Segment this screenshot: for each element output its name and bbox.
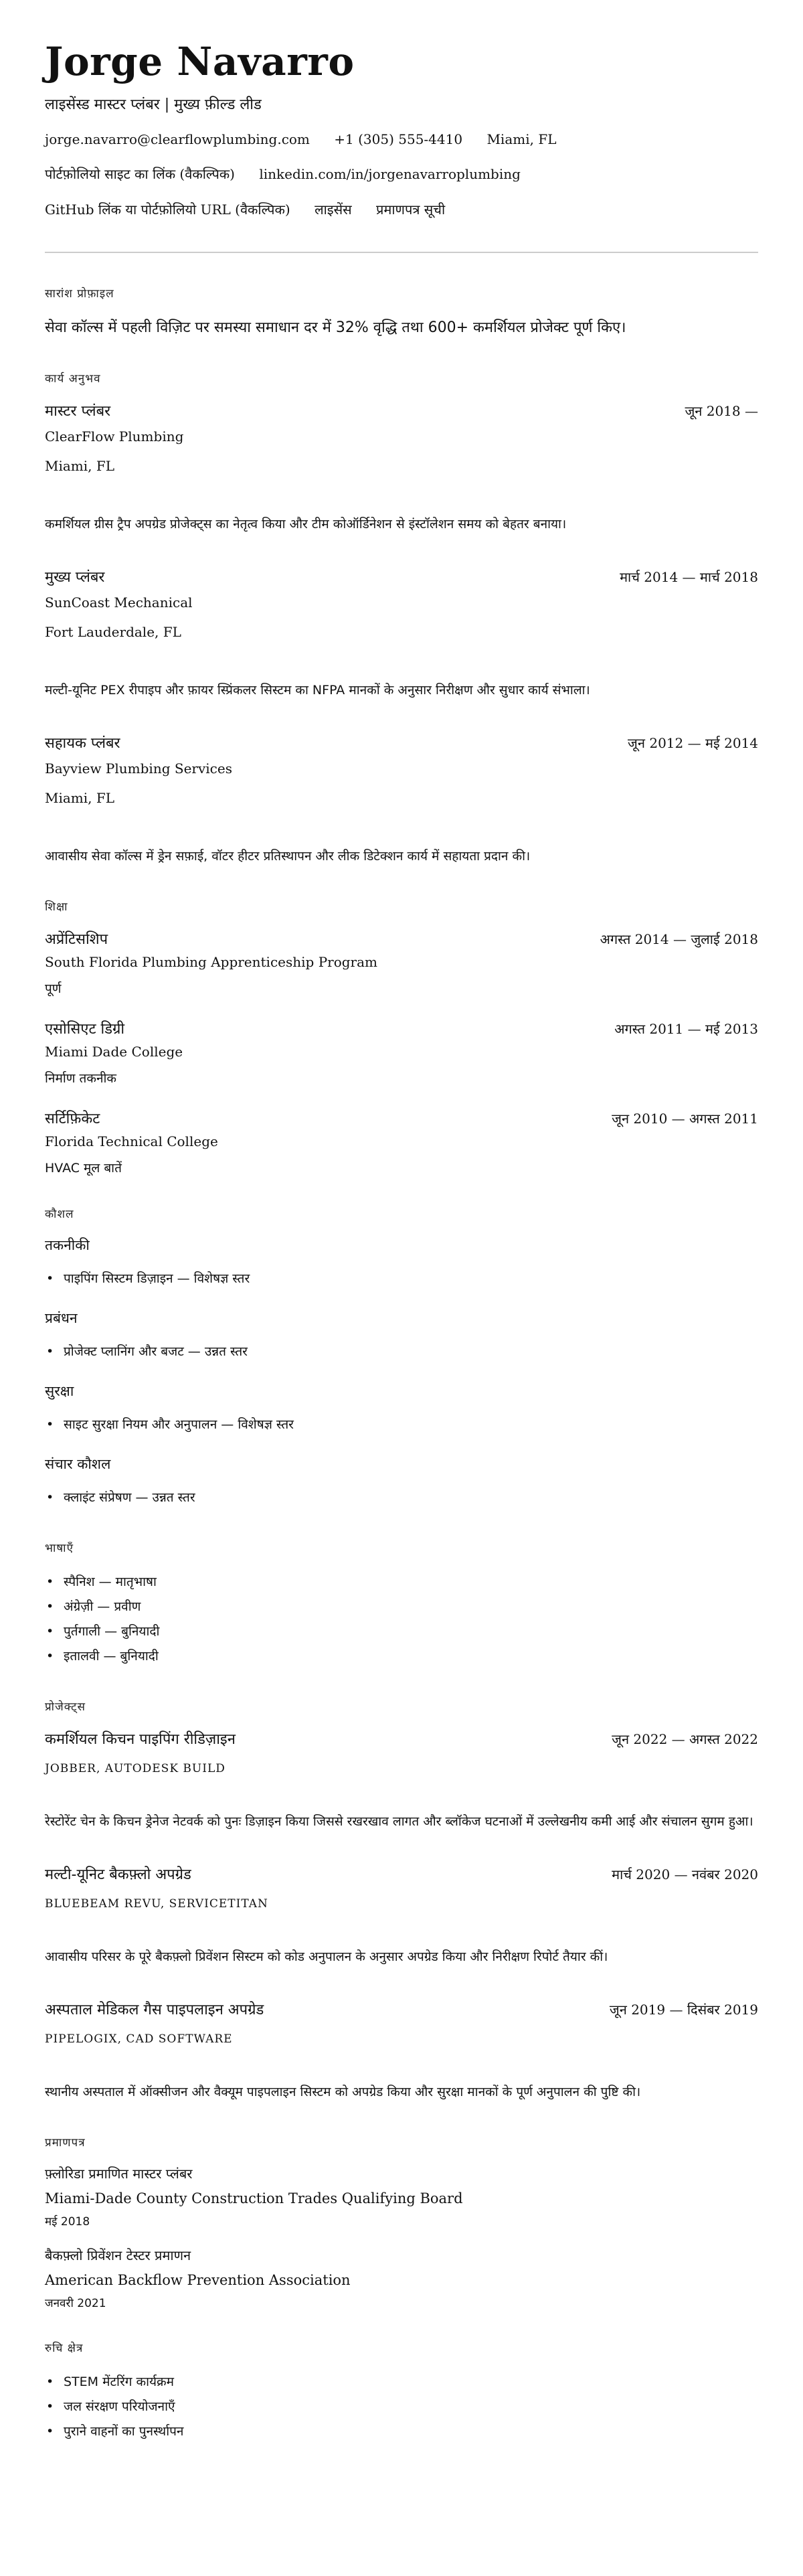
section-title-experience: कार्य अनुभव (45, 372, 101, 386)
location-text: Miami, FL (486, 131, 557, 147)
project-name: कमर्शियल किचन पाइपिंग रीडिज़ाइन (45, 1731, 236, 1748)
education-section (45, 898, 758, 1176)
certification-item (45, 2164, 758, 2229)
company-name: ClearFlow Plumbing (45, 428, 184, 445)
job-dates: जून 2018 — (685, 403, 758, 419)
projects-section (45, 1698, 758, 2105)
experience-item (45, 732, 758, 869)
education-detail: पूर्ण (45, 981, 62, 996)
project-tech: BLUEBEAM REVU, SERVICETITAN (45, 1897, 268, 1911)
project-description: रेस्टोरेंट चेन के किचन ड्रेनेज नेटवर्क को पुनः डिज़ाइन किया जिससे रखरखाव लागत और ब्लॉकेज घटनाओं में उल्लेखनीय कमी आई और संचालन सुगम हुआ। (45, 1814, 753, 1829)
degree-title: एसोसिएट डिग्री (45, 1021, 125, 1038)
certification-name: फ़्लोरिडा प्रमाणित मास्टर प्लंबर (45, 2166, 193, 2182)
job-dates: मार्च 2014 — मार्च 2018 (620, 569, 758, 585)
project-dates: जून 2019 — दिसंबर 2019 (609, 2002, 758, 2018)
contact-row-links (45, 165, 758, 183)
experience-section (45, 370, 758, 869)
email-link[interactable]: jorge.navarro@clearflowplumbing.com (45, 131, 310, 147)
skills-section (45, 1206, 758, 1510)
certification-item (45, 2246, 758, 2310)
certificate-list-link[interactable]: प्रमाणपत्र सूची (376, 202, 446, 218)
github-link[interactable]: GitHub लिंक या पोर्टफ़ोलियो URL (वैकल्पिक) (45, 202, 290, 218)
section-title-education: शिक्षा (45, 900, 68, 914)
education-item (45, 1108, 758, 1176)
degree-title: अप्रेंटिसशिप (45, 931, 108, 948)
project-tech: PIPELOGIX, CAD SOFTWARE (45, 2032, 233, 2046)
project-item (45, 1999, 758, 2105)
section-title-skills: कौशल (45, 1208, 74, 1221)
certifications-section (45, 2134, 758, 2310)
project-tech: JOBBER, AUTODESK BUILD (45, 1762, 226, 1775)
contact-row-extra (45, 200, 758, 218)
summary-text: सेवा कॉल्स में पहली विज़िट पर समस्या समाधान दर में 32% वृद्धि तथा 600+ कमर्शियल प्रोजेक्ट पूर्ण किए। (45, 319, 626, 336)
summary-section (45, 285, 758, 341)
education-dates: अगस्त 2014 — जुलाई 2018 (600, 931, 758, 947)
degree-title: सर्टिफ़िकेट (45, 1111, 100, 1127)
education-item (45, 1018, 758, 1086)
job-description: कमर्शियल ग्रीस ट्रैप अपग्रेड प्रोजेक्ट्स का नेतृत्व किया और टीम कोऑर्डिनेशन से इंस्टॉलेशन समय को बेहतर बनाया। (45, 517, 567, 532)
project-dates: मार्च 2020 — नवंबर 2020 (612, 1866, 758, 1882)
interests-section (45, 2340, 758, 2444)
section-title-interests: रुचि क्षेत्र (45, 2342, 84, 2355)
language-item: • इतालवी — बुनियादी (45, 1644, 758, 1669)
language-item: • स्पैनिश — मातृभाषा (45, 1570, 758, 1595)
skill-category: प्रबंधन (45, 1310, 78, 1326)
project-item (45, 1728, 758, 1834)
candidate-name: Jorge Navarro (45, 39, 355, 84)
headline: लाइसेंस्ड मास्टर प्लंबर | मुख्य फ़ील्ड लीड (45, 96, 262, 113)
certification-issuer: American Backflow Prevention Association (45, 2272, 351, 2288)
job-title: मुख्य प्लंबर (45, 569, 105, 586)
skill-category: संचार कौशल (45, 1456, 111, 1472)
skill-item: • प्रोजेक्ट प्लानिंग और बजट — उन्नत स्तर (45, 1340, 758, 1364)
skill-group (45, 1382, 758, 1437)
experience-item (45, 400, 758, 537)
education-dates: अगस्त 2011 — मई 2013 (614, 1021, 758, 1037)
interest-item: • जल संरक्षण परियोजनाएँ (45, 2395, 758, 2419)
section-title-summary: सारांश प्रोफ़ाइल (45, 287, 114, 301)
job-title: मास्टर प्लंबर (45, 403, 111, 420)
skill-category: सुरक्षा (45, 1383, 74, 1399)
section-title-languages: भाषाएँ (45, 1542, 74, 1555)
skill-group (45, 1455, 758, 1510)
job-location: Miami, FL (45, 790, 115, 806)
school-name: South Florida Plumbing Apprenticeship Program (45, 954, 378, 970)
skill-item: • क्लाइंट संप्रेषण — उन्नत स्तर (45, 1485, 758, 1510)
project-item (45, 1864, 758, 1969)
experience-item (45, 566, 758, 703)
linkedin-link[interactable]: linkedin.com/in/jorgenavarroplumbing (259, 166, 521, 182)
job-title: सहायक प्लंबर (45, 735, 120, 752)
project-description: स्थानीय अस्पताल में ऑक्सीजन और वैक्यूम पाइपलाइन सिस्टम को अपग्रेड किया और सुरक्षा मानकों के पूर्ण अनुपालन की पुष्टि की। (45, 2085, 641, 2099)
interest-item: • पुराने वाहनों का पुनर्स्थापन (45, 2419, 758, 2444)
portfolio-link[interactable]: पोर्टफ़ोलियो साइट का लिंक (वैकल्पिक) (45, 166, 235, 182)
certification-date: जनवरी 2021 (45, 2297, 106, 2310)
education-item (45, 929, 758, 997)
project-dates: जून 2022 — अगस्त 2022 (612, 1731, 758, 1747)
skill-category: तकनीकी (45, 1237, 90, 1253)
license-link[interactable]: लाइसेंस (315, 202, 352, 218)
job-location: Fort Lauderdale, FL (45, 624, 181, 640)
section-title-projects: प्रोजेक्ट्स (45, 1700, 86, 1714)
language-item: • पुर्तगाली — बुनियादी (45, 1619, 758, 1644)
company-name: Bayview Plumbing Services (45, 760, 232, 777)
project-name: अस्पताल मेडिकल गैस पाइपलाइन अपग्रेड (45, 2002, 264, 2018)
certification-date: मई 2018 (45, 2215, 90, 2229)
education-dates: जून 2010 — अगस्त 2011 (612, 1111, 758, 1127)
education-detail: HVAC मूल बातें (45, 1161, 122, 1176)
language-item: • अंग्रेज़ी — प्रवीण (45, 1595, 758, 1619)
certification-name: बैकफ़्लो प्रिवेंशन टेस्टर प्रमाणन (45, 2247, 191, 2263)
phone-text: +1 (305) 555-4410 (334, 131, 463, 147)
section-title-certifications: प्रमाणपत्र (45, 2136, 86, 2150)
contact-row-primary (45, 131, 758, 147)
job-description: मल्टी-यूनिट PEX रीपाइप और फ़ायर स्प्रिंकलर सिस्टम का NFPA मानकों के अनुसार निरीक्षण और सुधार कार्य संभाला। (45, 683, 590, 698)
job-dates: जून 2012 — मई 2014 (628, 735, 758, 751)
skill-group (45, 1236, 758, 1291)
skill-group (45, 1309, 758, 1364)
skill-item: • साइट सुरक्षा नियम और अनुपालन — विशेषज्ञ स्तर (45, 1413, 758, 1437)
languages-section (45, 1540, 758, 1669)
header-divider (45, 252, 758, 253)
project-name: मल्टी-यूनिट बैकफ़्लो अपग्रेड (45, 1866, 191, 1883)
certification-issuer: Miami-Dade County Construction Trades Qualifying Board (45, 2190, 463, 2206)
company-name: SunCoast Mechanical (45, 594, 193, 611)
school-name: Miami Dade College (45, 1044, 183, 1060)
school-name: Florida Technical College (45, 1133, 218, 1149)
skill-item: • पाइपिंग सिस्टम डिज़ाइन — विशेषज्ञ स्तर (45, 1267, 758, 1291)
education-detail: निर्माण तकनीक (45, 1071, 117, 1086)
job-location: Miami, FL (45, 458, 115, 474)
project-description: आवासीय परिसर के पूरे बैकफ़्लो प्रिवेंशन सिस्टम को कोड अनुपालन के अनुसार अपग्रेड किया और निरीक्षण रिपोर्ट तैयार कीं। (45, 1949, 608, 1964)
resume-header (45, 40, 758, 218)
job-description: आवासीय सेवा कॉल्स में ड्रेन सफ़ाई, वॉटर हीटर प्रतिस्थापन और लीक डिटेक्शन कार्य में सहायता प्रदान की। (45, 849, 531, 864)
interest-item: • STEM मेंटरिंग कार्यक्रम (45, 2370, 758, 2395)
